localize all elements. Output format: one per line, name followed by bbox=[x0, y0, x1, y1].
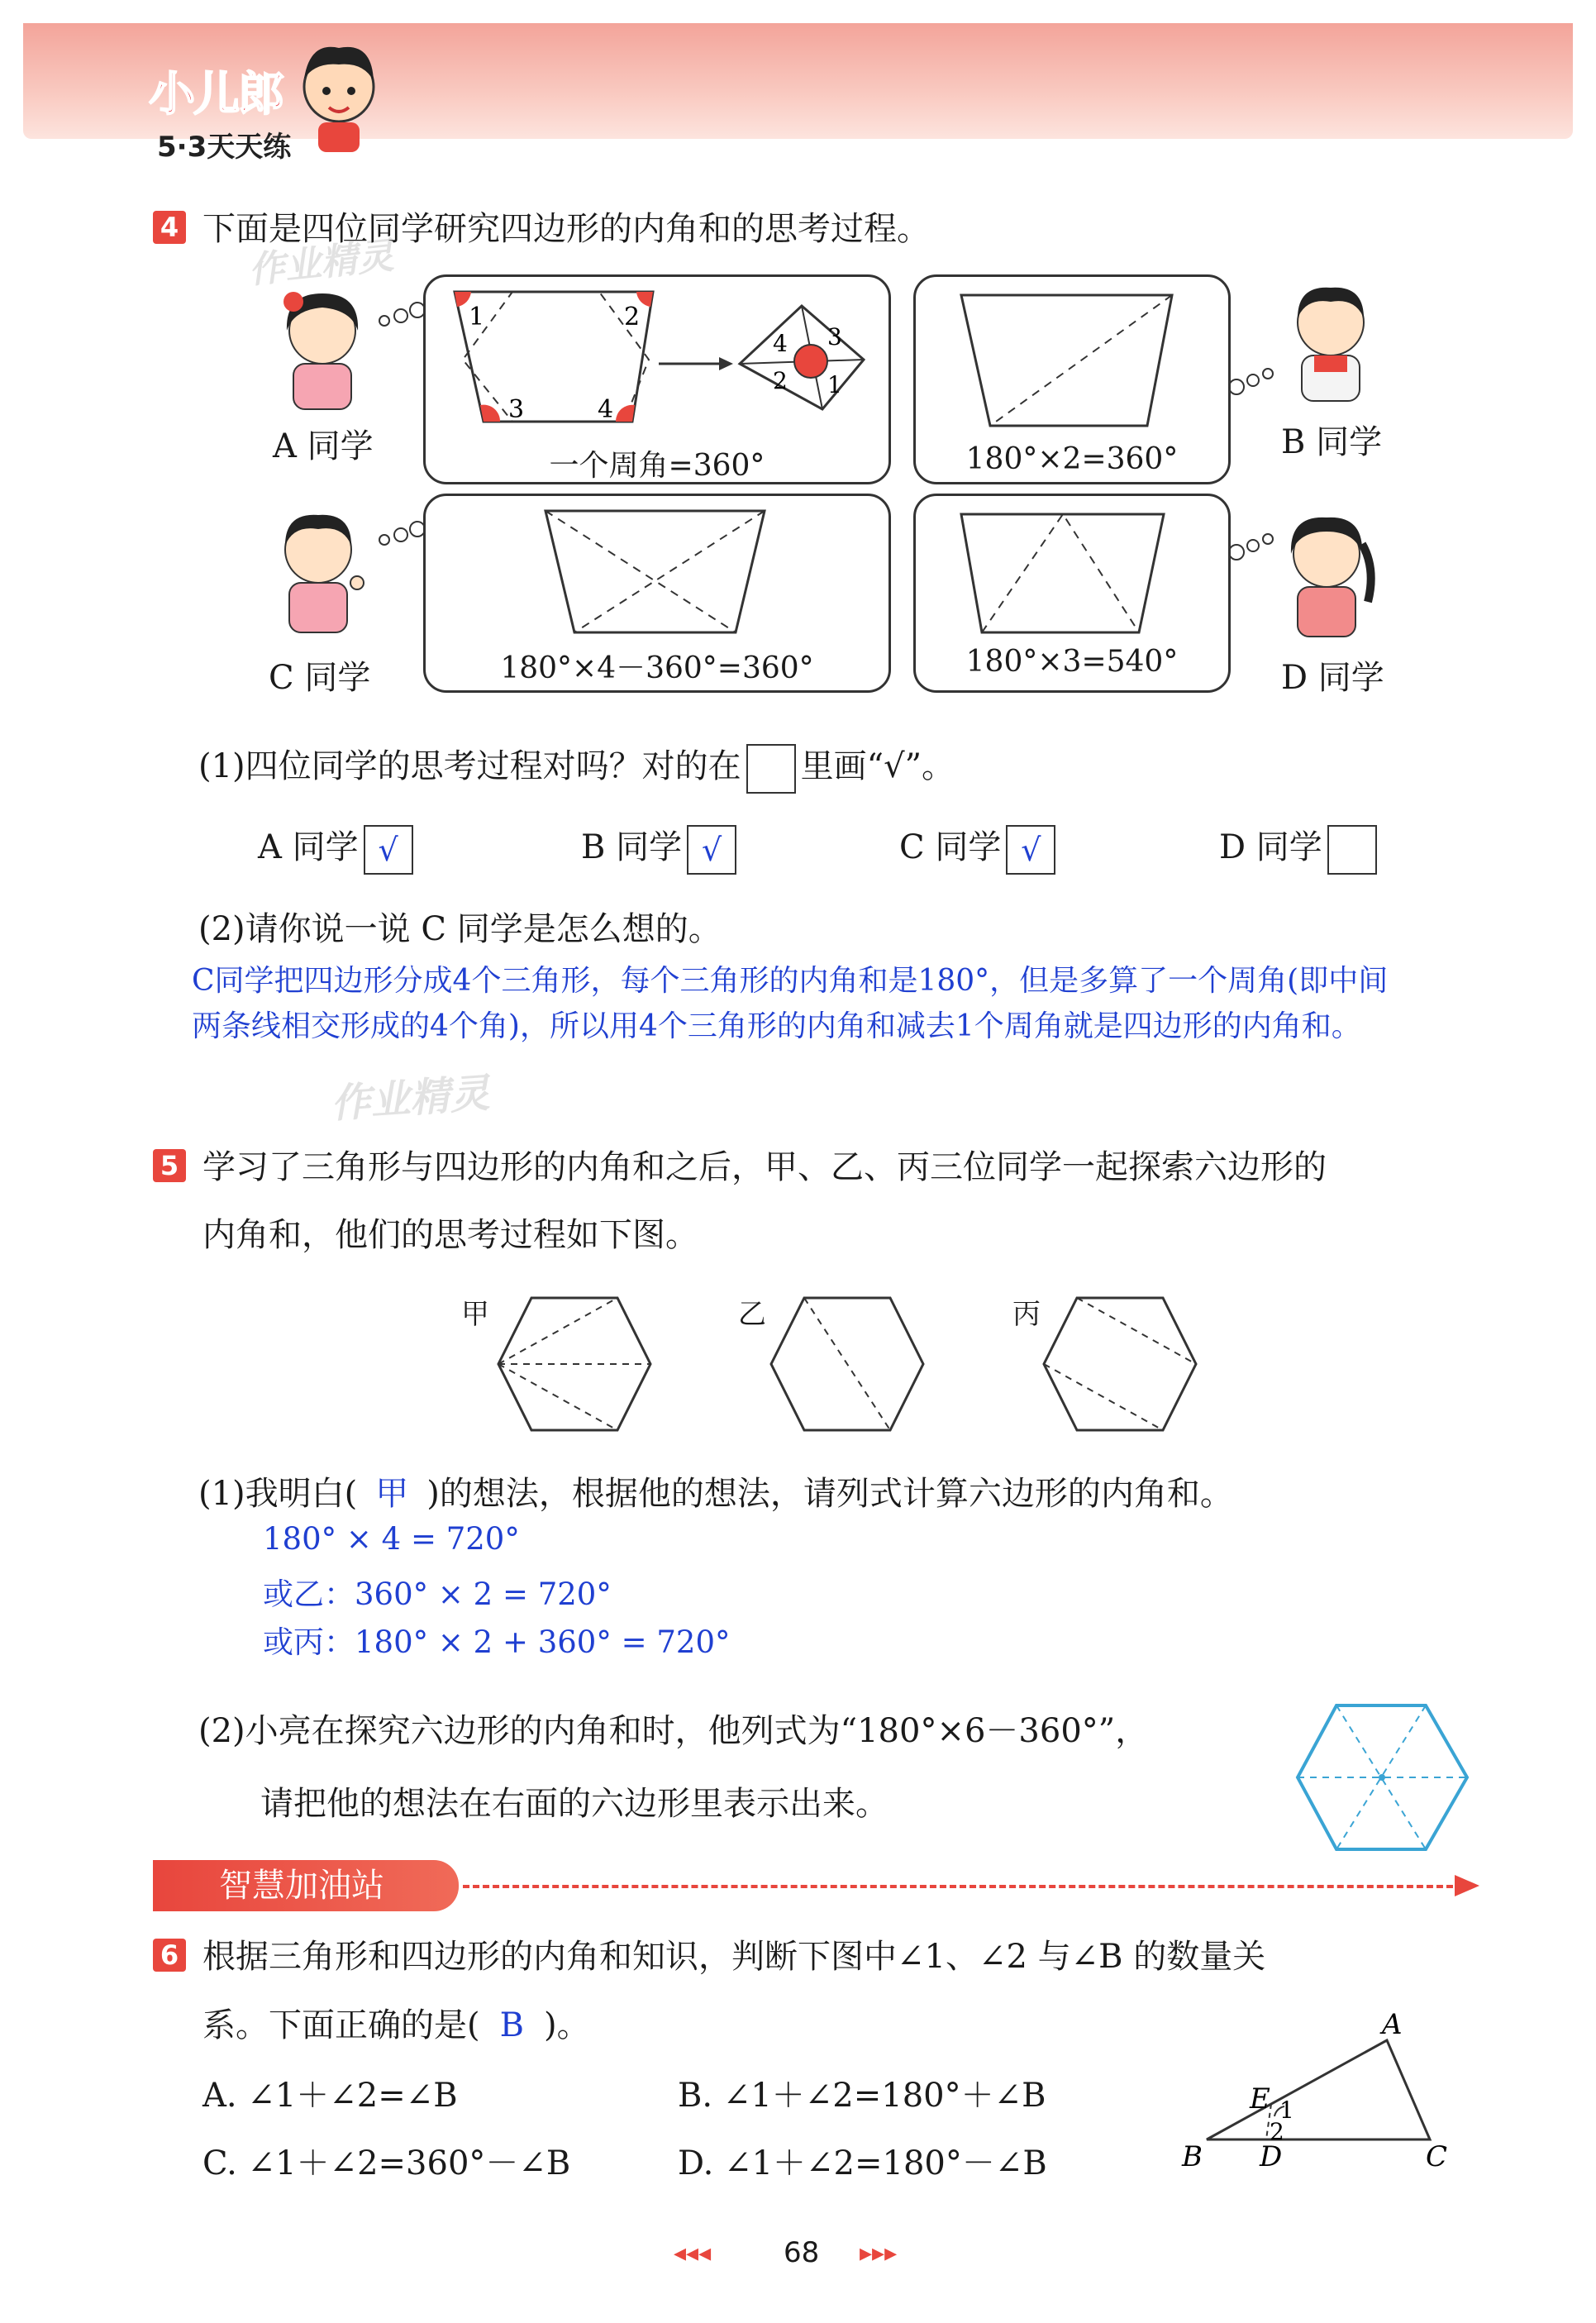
question-number-5: 5 bbox=[153, 1149, 186, 1182]
q5-sub2-line2: 请把他的想法在右面的六边形里表示出来。 bbox=[260, 1785, 889, 1823]
q6-option-c: C. ∠1＋∠2=360°－∠B bbox=[202, 2144, 571, 2182]
student-b-icon bbox=[1277, 273, 1384, 405]
q4-sub1-suffix: 里画“√”。 bbox=[800, 747, 955, 785]
q4-sub1-prefix: (1)四位同学的思考过程对吗？对的在 bbox=[198, 747, 741, 785]
logo-subtitle: 5·3天天练 bbox=[157, 131, 292, 164]
label-E: E bbox=[1250, 2082, 1270, 2116]
watermark: 作业精灵 bbox=[329, 1070, 492, 1128]
arrow-right-icon bbox=[1455, 1875, 1479, 1896]
hexagon-yi bbox=[765, 1290, 930, 1438]
thought-bubble-icon bbox=[376, 298, 426, 331]
panel-d-figure bbox=[916, 496, 1228, 653]
answer-c bbox=[899, 821, 1055, 875]
student-d-icon bbox=[1273, 503, 1389, 643]
angle-label: 1 bbox=[827, 371, 842, 398]
hexagon-bing bbox=[1037, 1290, 1203, 1438]
thought-bubble-icon bbox=[1228, 529, 1278, 562]
question-number-4: 4 bbox=[153, 211, 186, 244]
answer-b bbox=[581, 821, 736, 875]
answer-d bbox=[1219, 821, 1377, 875]
footer-left-arrows: ◂◂◂ bbox=[674, 2239, 712, 2268]
banner-dashline bbox=[463, 1885, 1463, 1888]
student-c-icon bbox=[264, 500, 372, 641]
label-C: C bbox=[1426, 2140, 1448, 2173]
student-a-label: A 同学 bbox=[273, 427, 374, 465]
q6-prompt-prefix: 系。下面正确的是( bbox=[202, 2006, 480, 2044]
hexagon-jia bbox=[492, 1290, 657, 1438]
label-1: 1 bbox=[1279, 2096, 1294, 2124]
q6-option-a: A. ∠1＋∠2=∠B bbox=[202, 2077, 458, 2115]
q6-answer: B bbox=[499, 2006, 525, 2044]
q4-sub2-answer-line1: C同学把四边形分成4个三角形，每个三角形的内角和是180°，但是多算了一个周角(即中间 bbox=[192, 964, 1389, 998]
q6-prompt-suffix: )。 bbox=[544, 2006, 590, 2044]
question-number-6: 6 bbox=[153, 1939, 186, 1972]
answer-b-box[interactable]: √ bbox=[687, 825, 736, 875]
answer-d-label: D 同学 bbox=[1219, 828, 1322, 866]
hex-label-yi: 乙 bbox=[738, 1298, 766, 1331]
q5-sub1-answer: 甲 bbox=[375, 1475, 409, 1513]
q5-answer-line1: 180° × 4 = 720° bbox=[263, 1521, 520, 1557]
watermark: 作业精灵 bbox=[246, 234, 396, 293]
answer-a-label: A 同学 bbox=[258, 828, 359, 866]
answer-c-label: C 同学 bbox=[899, 828, 1002, 866]
q5-prompt-line2: 内角和，他们的思考过程如下图。 bbox=[202, 1216, 698, 1254]
angle-label: 4 bbox=[773, 330, 788, 357]
thought-bubble-icon bbox=[376, 517, 426, 550]
panel-a bbox=[423, 274, 891, 484]
q5-sub2-line1: (2)小亮在探究六边形的内角和时，他列式为“180°×6－360°”， bbox=[198, 1712, 1149, 1750]
angle-label: 3 bbox=[508, 395, 525, 424]
label-2: 2 bbox=[1270, 2118, 1284, 2145]
panel-b-caption: 180°×2=360° bbox=[965, 442, 1179, 476]
answer-b-label: B 同学 bbox=[581, 828, 683, 866]
student-d-label: D 同学 bbox=[1281, 659, 1384, 697]
panel-a-caption: 一个周角=360° bbox=[549, 449, 765, 483]
q4-sub1 bbox=[198, 740, 955, 794]
example-box bbox=[746, 744, 796, 794]
q4-sub2: (2)请你说一说 C 同学是怎么想的。 bbox=[198, 910, 722, 948]
q5-answer-line3: 或丙：180° × 2 + 360° = 720° bbox=[263, 1624, 731, 1660]
student-b-label: B 同学 bbox=[1281, 423, 1383, 461]
answer-a bbox=[258, 821, 413, 875]
q4-prompt: 下面是四位同学研究四边形的内角和的思考过程。 bbox=[202, 210, 930, 248]
angle-label: 3 bbox=[827, 323, 842, 351]
angle-label: 2 bbox=[773, 367, 788, 394]
q6-option-d: D. ∠1＋∠2=180°－∠B bbox=[678, 2144, 1047, 2182]
angle-label: 1 bbox=[469, 303, 485, 332]
q6-prompt-line2 bbox=[202, 1999, 590, 2046]
q5-answer-line2: 或乙：360° × 2 = 720° bbox=[263, 1576, 612, 1612]
student-c-label: C 同学 bbox=[269, 659, 371, 697]
footer-right-arrows: ▸▸▸ bbox=[860, 2239, 898, 2268]
q5-sub1 bbox=[198, 1467, 1233, 1514]
panel-b bbox=[913, 274, 1231, 484]
panel-c-caption: 180°×4－360°=360° bbox=[500, 651, 814, 685]
section-banner: 智慧加油站 bbox=[153, 1860, 459, 1911]
thought-bubble-icon bbox=[1228, 364, 1278, 397]
panel-c bbox=[423, 494, 891, 693]
hexagon-answer bbox=[1293, 1699, 1471, 1856]
q6-prompt-line1: 根据三角形和四边形的内角和知识，判断下图中∠1、∠2 与∠B 的数量关 bbox=[202, 1938, 1266, 1976]
q5-sub1-suffix: )的想法，根据他的想法，请列式计算六边形的内角和。 bbox=[426, 1475, 1233, 1513]
answer-a-box[interactable]: √ bbox=[364, 825, 413, 875]
q6-option-b: B. ∠1＋∠2=180°＋∠B bbox=[678, 2077, 1046, 2115]
triangle-figure bbox=[1174, 2001, 1471, 2182]
label-B: B bbox=[1182, 2140, 1203, 2173]
label-A: A bbox=[1382, 2008, 1403, 2041]
answer-d-box[interactable] bbox=[1327, 825, 1377, 875]
answer-c-box[interactable]: √ bbox=[1006, 825, 1055, 875]
panel-a-figure bbox=[426, 277, 889, 442]
panel-b-figure bbox=[916, 277, 1228, 442]
mascot-icon bbox=[289, 33, 388, 157]
angle-label: 2 bbox=[624, 303, 641, 332]
student-a-icon bbox=[269, 281, 376, 413]
panel-c-figure bbox=[426, 496, 889, 653]
logo-title: 小儿郎 bbox=[149, 68, 283, 122]
hex-label-jia: 甲 bbox=[461, 1298, 489, 1331]
q5-sub1-prefix: (1)我明白( bbox=[198, 1475, 358, 1513]
hex-label-bing: 丙 bbox=[1012, 1298, 1041, 1331]
panel-d bbox=[913, 494, 1231, 693]
label-D: D bbox=[1260, 2140, 1283, 2173]
q5-prompt-line1: 学习了三角形与四边形的内角和之后，甲、乙、丙三位同学一起探索六边形的 bbox=[202, 1148, 1327, 1186]
panel-d-caption: 180°×3=540° bbox=[965, 645, 1179, 679]
q4-sub2-answer-line2: 两条线相交形成的4个角)，所以用4个三角形的内角和减去1个周角就是四边形的内角和。 bbox=[192, 1009, 1361, 1043]
angle-label: 4 bbox=[598, 395, 614, 424]
page-number: 68 bbox=[784, 2236, 820, 2269]
